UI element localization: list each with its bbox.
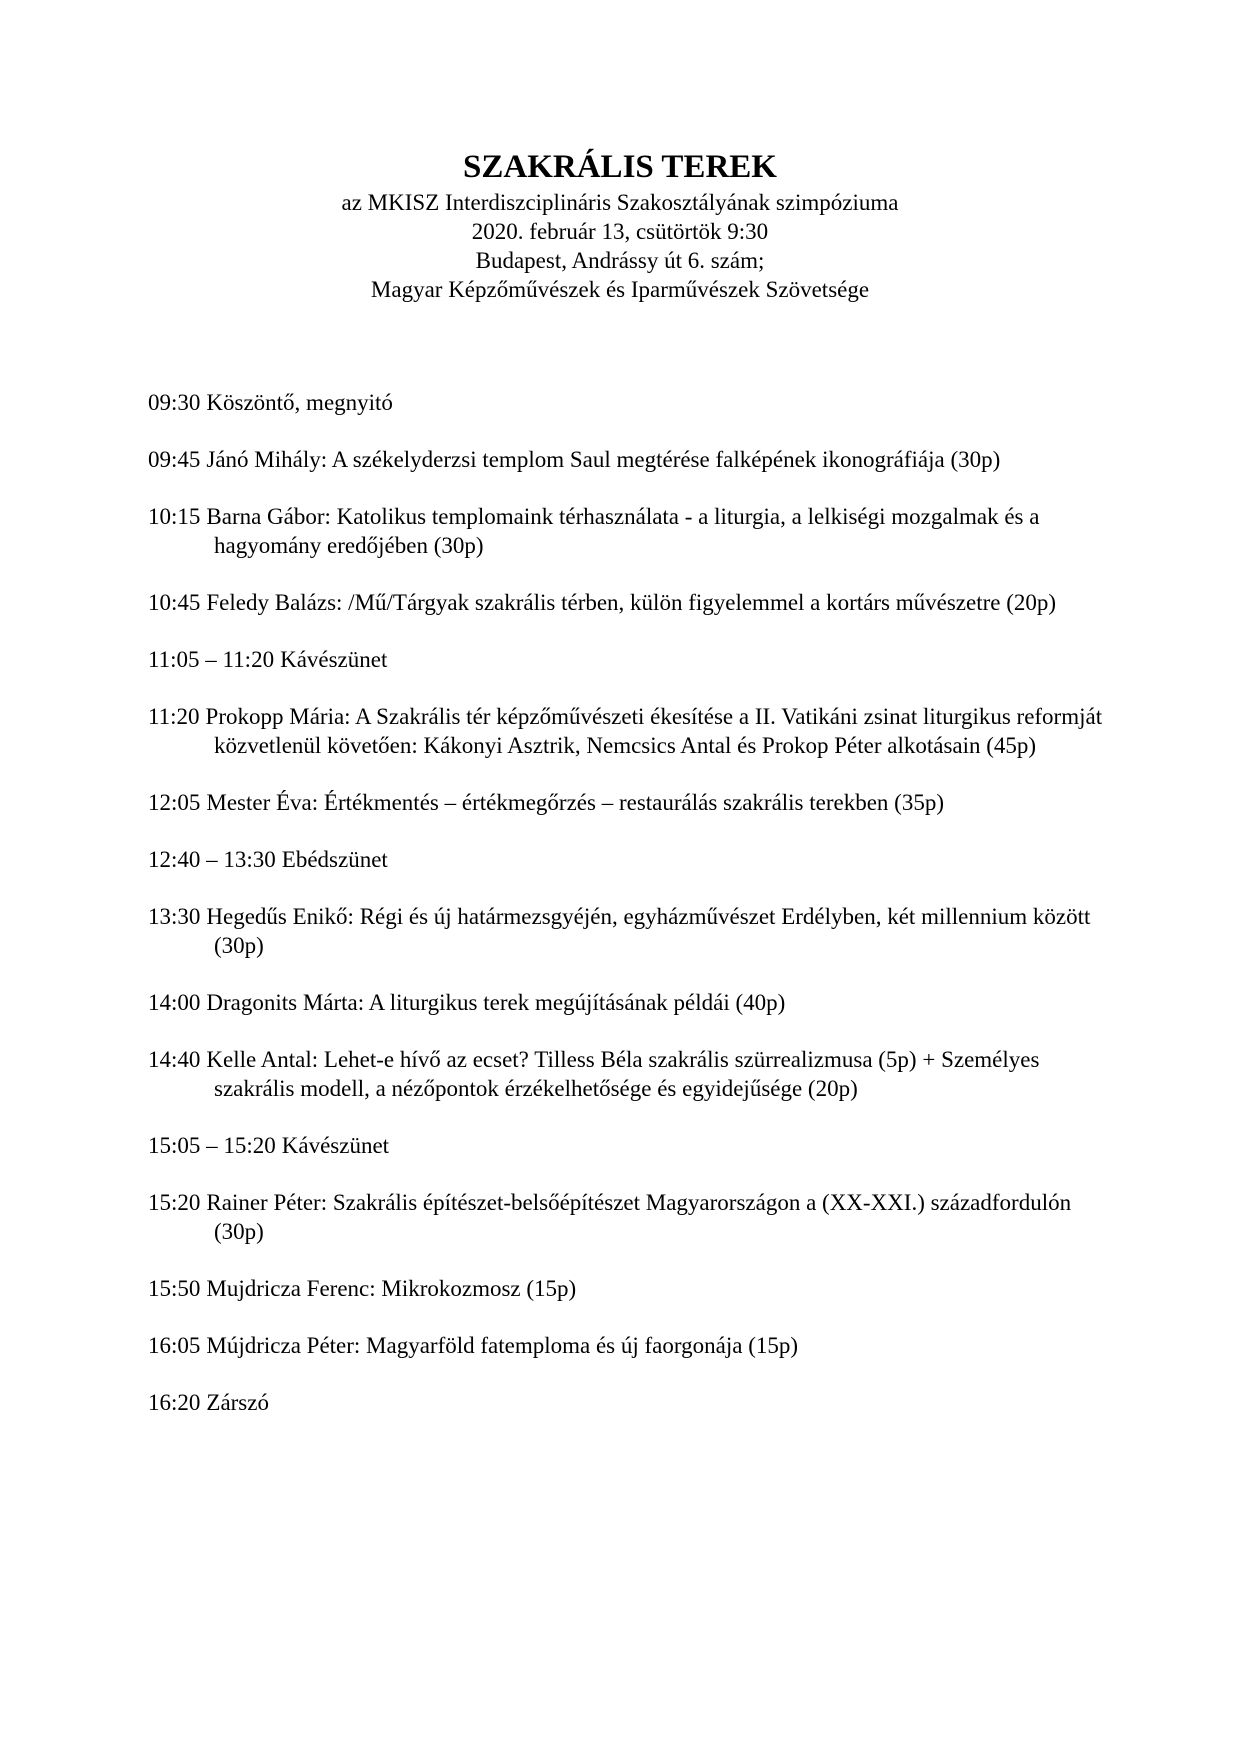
event-address: Budapest, Andrássy út 6. szám; bbox=[475, 248, 765, 273]
program-time: 10:15 bbox=[148, 504, 201, 529]
program-item bbox=[148, 445, 1108, 474]
program-text: Kelle Antal: Lehet-e hívő az ecset? Tilless Béla szakrális szürrealizmusa (5p) + Személyes szakrális modell, a nézőpontok érzékelhetősége és egyidejűsége (20p) bbox=[206, 1047, 1040, 1101]
program-text: Kávészünet bbox=[281, 1133, 390, 1158]
program-time: 12:05 bbox=[148, 790, 201, 815]
program-time: 09:30 bbox=[148, 390, 201, 415]
program-text: Kávészünet bbox=[280, 647, 388, 672]
program-item bbox=[148, 1131, 1108, 1160]
program-time: 15:05 – 15:20 bbox=[148, 1133, 276, 1158]
program-item bbox=[148, 845, 1108, 874]
program-time: 11:05 – 11:20 bbox=[148, 647, 275, 672]
event-subtitle: az MKISZ Interdiszciplináris Szakosztályának szimpóziuma bbox=[341, 190, 899, 215]
program-item bbox=[148, 788, 1108, 817]
document-title: SZAKRÁLIS TEREK bbox=[463, 149, 777, 185]
program-text: Rainer Péter: Szakrális építészet-belsőépítészet Magyarországon a (XX-XXI.) századfordulón (30p) bbox=[206, 1190, 1072, 1244]
event-host: Magyar Képzőművészek és Iparművészek Szövetsége bbox=[370, 277, 870, 302]
program-text: Barna Gábor: Katolikus templomaink térhasználata - a liturgia, a lelkiségi mozgalmak és a hagyomány eredőjében (30p) bbox=[206, 504, 1040, 558]
program-time: 16:20 bbox=[148, 1390, 201, 1415]
program-item bbox=[148, 588, 1108, 617]
program-time: 15:20 bbox=[148, 1190, 201, 1215]
program-time: 14:00 bbox=[148, 990, 201, 1015]
document-header bbox=[0, 148, 1240, 304]
program-time: 13:30 bbox=[148, 904, 201, 929]
program-item bbox=[148, 1188, 1108, 1246]
program-list bbox=[148, 388, 1108, 1445]
program-item bbox=[148, 902, 1108, 960]
program-time: 15:50 bbox=[148, 1276, 201, 1301]
program-text: Mujdricza Ferenc: Mikrokozmosz (15p) bbox=[206, 1276, 577, 1301]
program-item bbox=[148, 1045, 1108, 1103]
program-time: 11:20 bbox=[148, 704, 200, 729]
program-text: Hegedűs Enikő: Régi és új határmezsgyéjén, egyházművészet Erdélyben, két millennium között (30p) bbox=[206, 904, 1091, 958]
program-item bbox=[148, 1274, 1108, 1303]
program-item bbox=[148, 702, 1108, 760]
program-item bbox=[148, 1388, 1108, 1417]
program-text: Köszöntő, megnyitó bbox=[206, 390, 393, 415]
program-text: Feledy Balázs: /Mű/Tárgyak szakrális térben, külön figyelemmel a kortárs művészetre (20p) bbox=[206, 590, 1057, 615]
program-item bbox=[148, 388, 1108, 417]
program-text: Jánó Mihály: A székelyderzsi templom Saul megtérése falképének ikonográfiája (30p) bbox=[206, 447, 1001, 472]
program-text: Dragonits Márta: A liturgikus terek megújításának példái (40p) bbox=[206, 990, 786, 1015]
program-time: 09:45 bbox=[148, 447, 201, 472]
program-text: Ebédszünet bbox=[281, 847, 388, 872]
program-time: 10:45 bbox=[148, 590, 201, 615]
event-date: 2020. február 13, csütörtök 9:30 bbox=[471, 219, 769, 244]
program-time: 14:40 bbox=[148, 1047, 201, 1072]
program-text: Mester Éva: Értékmentés – értékmegőrzés – restaurálás szakrális terekben (35p) bbox=[206, 790, 944, 815]
program-item bbox=[148, 988, 1108, 1017]
program-time: 12:40 – 13:30 bbox=[148, 847, 276, 872]
program-item bbox=[148, 502, 1108, 560]
program-text: Mújdricza Péter: Magyarföld fatemploma és új faorgonája (15p) bbox=[206, 1333, 799, 1358]
program-item bbox=[148, 645, 1108, 674]
program-time: 16:05 bbox=[148, 1333, 201, 1358]
program-text: Zárszó bbox=[206, 1390, 269, 1415]
program-item bbox=[148, 1331, 1108, 1360]
program-text: Prokopp Mária: A Szakrális tér képzőművészeti ékesítése a II. Vatikáni zsinat liturgikus reformját közvetlenül követően: Kákonyi Asztrik, Nemcsics Antal és Prokop Péter alkotásain (45p) bbox=[205, 704, 1103, 758]
